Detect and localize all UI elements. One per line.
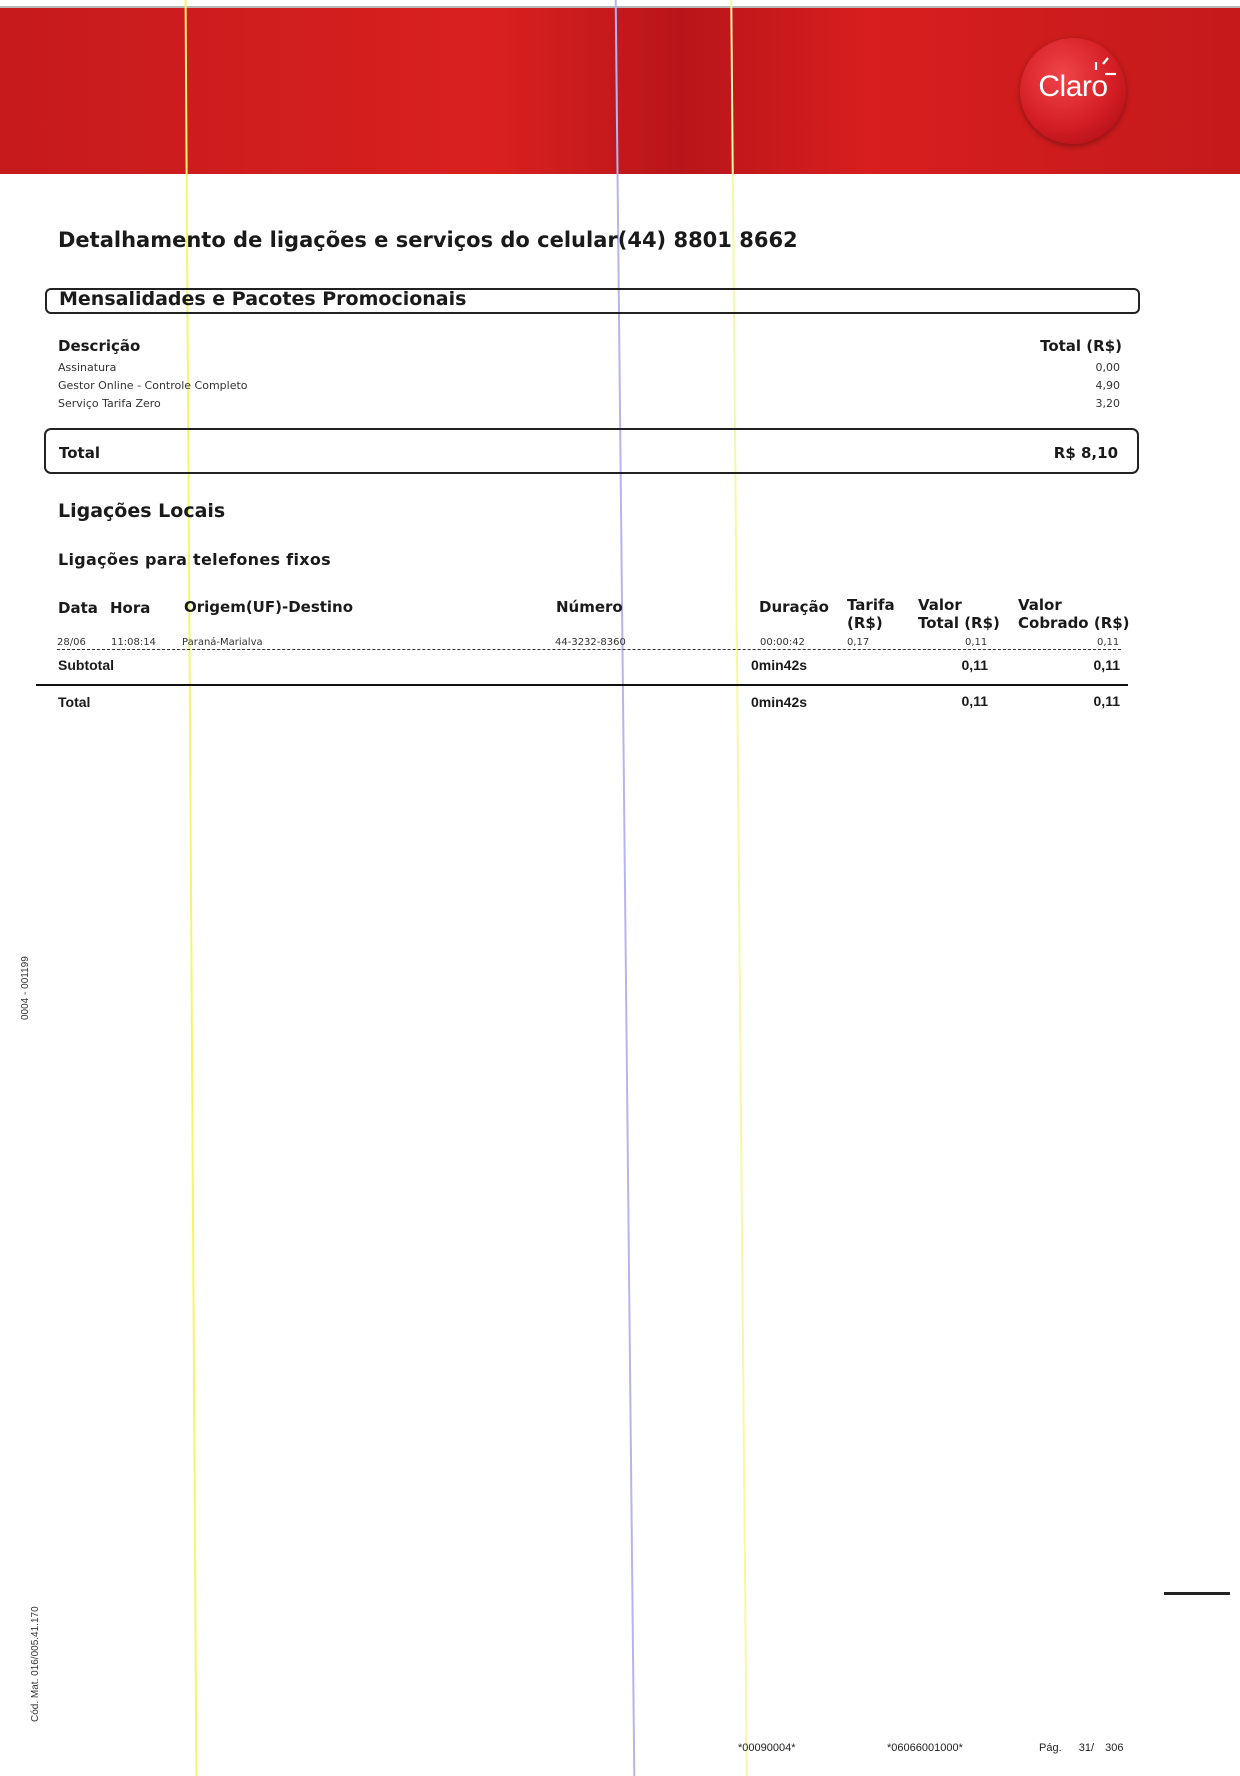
margin-tick-mark (1164, 1592, 1230, 1595)
column-header-valor-cobrado (1018, 596, 1130, 632)
call-rate: 0,17 (847, 637, 870, 648)
subtotal-label: Subtotal (58, 657, 114, 673)
subtotal-duration: 0min42s (751, 657, 808, 673)
scan-artifact-line (185, 0, 198, 1776)
column-header-valor-cobrado-line2: Cobrado (R$) (1018, 614, 1130, 632)
column-header-origem: Origem(UF)-Destino (184, 598, 354, 616)
mensalidades-total-label: Total (59, 444, 100, 462)
section-title-mensalidades: Mensalidades e Pacotes Promocionais (59, 288, 467, 310)
service-row (58, 397, 1120, 415)
column-header-duracao: Duração (759, 598, 829, 616)
side-code-bottom: Cód. Mat. 016/005.41.170 (30, 1606, 41, 1722)
page-label: Pág. (1039, 1742, 1062, 1754)
mensalidades-total-value: R$ 8,10 (1053, 444, 1118, 462)
call-total-value: 0,11 (965, 637, 988, 648)
row-dotted-leader (57, 649, 1121, 650)
call-row (57, 637, 1121, 653)
subsection-title-telefones-fixos: Ligações para telefones fixos (58, 550, 331, 569)
subtotal-charged-value: 0,11 (1093, 657, 1120, 673)
footer-code-2: *06066001000* (887, 1742, 963, 1754)
total-label: Total (58, 694, 91, 710)
call-time: 11:08:14 (111, 637, 156, 648)
column-header-valor-cobrado-line1: Valor (1018, 596, 1062, 614)
column-header-numero: Número (556, 598, 623, 616)
page-current: 31 (1078, 1742, 1091, 1754)
column-header-valor-total-line1: Valor (918, 596, 962, 614)
column-header-tarifa-line1: Tarifa (847, 596, 895, 614)
page-separator: / (1090, 1742, 1095, 1754)
total-divider-rule (36, 684, 1128, 686)
column-header-descricao: Descrição (58, 337, 141, 355)
service-name: Serviço Tarifa Zero (58, 397, 161, 410)
logo-rays-icon (1090, 56, 1120, 86)
call-origin-destination: Paraná-Marialva (182, 637, 263, 648)
column-header-tarifa (847, 596, 895, 632)
call-number: 44-3232-8360 (555, 637, 626, 648)
page-total: 306 (1105, 1742, 1124, 1754)
scan-artifact-line (730, 0, 747, 1776)
service-name: Assinatura (58, 361, 117, 374)
service-name: Gestor Online - Controle Completo (58, 379, 248, 392)
total-duration: 0min42s (751, 694, 808, 710)
scan-artifact-line (615, 0, 636, 1776)
service-value: 0,00 (1095, 361, 1120, 374)
call-date: 28/06 (57, 637, 86, 648)
call-duration: 00:00:42 (760, 637, 805, 648)
column-header-tarifa-line2: (R$) (847, 614, 883, 632)
service-value: 4,90 (1095, 379, 1120, 392)
side-code-top: 0004 - 001199 (20, 956, 31, 1020)
column-header-valor-total-line2: Total (R$) (918, 614, 1000, 632)
call-charged-value: 0,11 (1097, 637, 1120, 648)
subtotal-total-value: 0,11 (961, 657, 988, 673)
section-title-ligacoes-locais: Ligações Locais (58, 500, 226, 522)
column-header-total: Total (R$) (1040, 337, 1122, 355)
column-header-hora: Hora (110, 599, 151, 617)
service-row (58, 361, 1120, 379)
column-header-valor-total (918, 596, 1000, 632)
footer-code-1: *00090004* (738, 1742, 796, 1754)
mensalidades-total-box (44, 428, 1139, 474)
page-number (1039, 1742, 1123, 1754)
claro-logo-text: Claro (1038, 70, 1108, 103)
service-value: 3,20 (1095, 397, 1120, 410)
column-header-data: Data (58, 599, 98, 617)
service-row (58, 379, 1120, 397)
page-title: Detalhamento de ligações e serviços do celular(44) 8801 8662 (58, 228, 798, 252)
total-charged-value: 0,11 (1093, 693, 1120, 709)
total-total-value: 0,11 (961, 693, 988, 709)
